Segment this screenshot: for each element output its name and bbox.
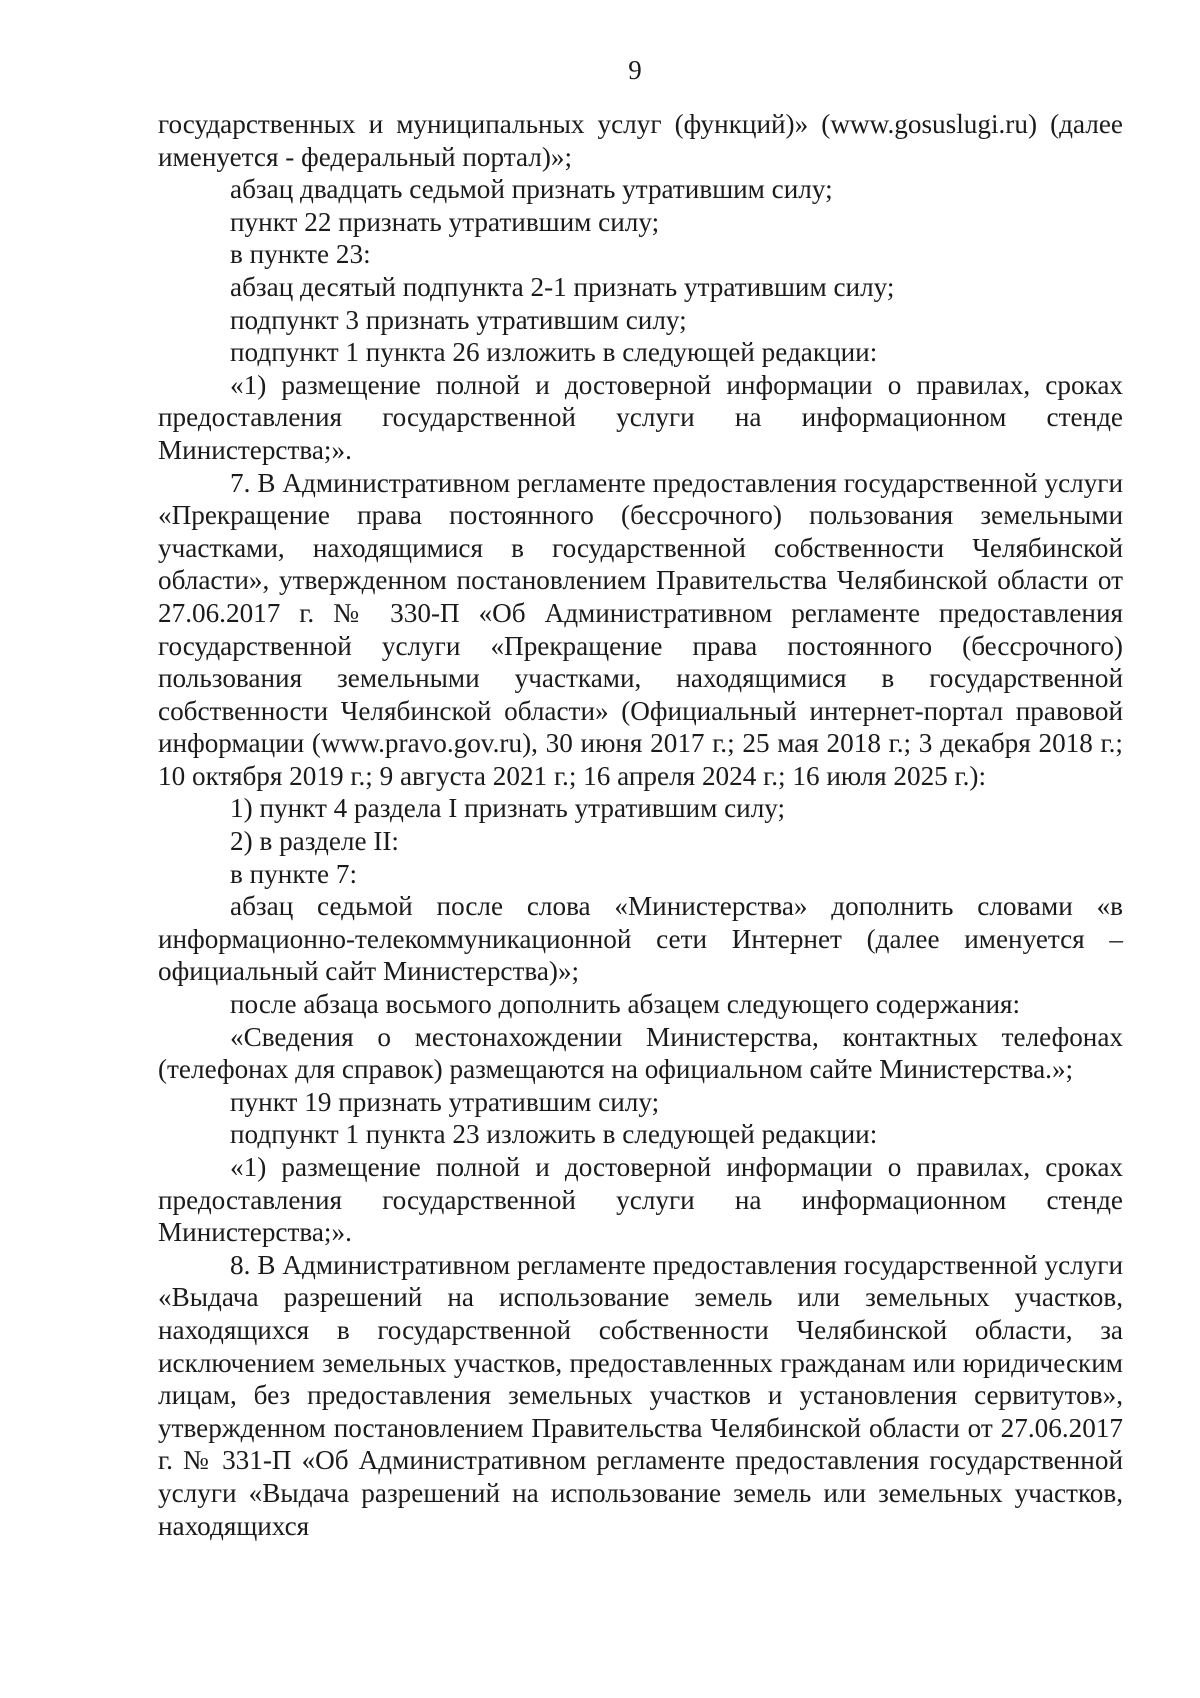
paragraph-quote: «1) размещение полной и достоверной информации о правилах, сроках предоставления государственной услуги на информационном стенде Министерства;».	[158, 369, 1123, 465]
paragraph-item: после абзаца восьмого дополнить абзацем следующего содержания:	[230, 989, 1021, 1020]
paragraph-item: пункт 22 признать утратившим силу;	[230, 206, 660, 237]
paragraph-item: подпункт 1 пункта 26 изложить в следующей редакции:	[230, 337, 878, 368]
document-body	[158, 108, 1123, 1542]
paragraph-item: абзац десятый подпункта 2-1 признать утратившим силу;	[230, 271, 895, 302]
paragraph-item: абзац седьмой после слова «Министерства» дополнить словами «в информационно-телекоммуникационной сети Интернет (далее именуется – официальный сайт Министерства)»;	[158, 891, 1123, 987]
paragraph-section-7: 7. В Административном регламенте предоставления государственной услуги «Прекращение права постоянного (бессрочного) пользования земельными участками, находящимися в государственной собственности Челябинской области», утвержденном постановлением Правительства Челябинской области от 27.06.2017 г. № 330-П «Об Административном регламенте предоставления государственной услуги «Прекращение права постоянного (бессрочного) пользования земельными участками, находящимися в государственной собственности Челябинской области» (Официальный интернет-портал правовой информации (www.pravo.gov.ru), 30 июня 2017 г.; 25 мая 2018 г.; 3 декабря 2018 г.; 10 октября 2019 г.; 9 августа 2021 г.; 16 апреля 2024 г.; 16 июля 2025 г.):	[158, 467, 1123, 791]
page-number: 9	[628, 55, 642, 85]
paragraph-portal-definition: государственных и муниципальных услуг (функций)» (www.gosuslugi.ru) (далее именуется - федеральный портал)»;	[158, 109, 1123, 172]
paragraph-item: абзац двадцать седьмой признать утратившим силу;	[230, 174, 833, 205]
paragraph-quote: «1) размещение полной и достоверной информации о правилах, сроках предоставления государственной услуги на информационном стенде Министерства;».	[158, 1152, 1123, 1248]
paragraph-item: пункт 19 признать утратившим силу;	[230, 1086, 660, 1117]
paragraph-section-8: 8. В Административном регламенте предоставления государственной услуги «Выдача разрешений на использование земель или земельных участков, находящихся в государственной собственности Челябинской области, за исключением земельных участков, предоставленных гражданам или юридическим лицам, без предоставления земельных участков и установления сервитутов», утвержденном постановлением Правительства Челябинской области от 27.06.2017 г. № 331-П «Об Административном регламенте предоставления государственной услуги «Выдача разрешений на использование земель или земельных участков, находящихся	[158, 1249, 1123, 1541]
paragraph-item: подпункт 3 признать утратившим силу;	[230, 304, 687, 335]
paragraph-item: в пункте 23:	[230, 239, 371, 270]
paragraph-item: 2) в разделе II:	[230, 826, 399, 857]
paragraph-quote: «Сведения о местонахождении Министерства, контактных телефонах (телефонах для справок) размещаются на официальном сайте Министерства.»;	[158, 1021, 1123, 1085]
paragraph-item: в пункте 7:	[230, 858, 358, 889]
paragraph-item: подпункт 1 пункта 23 изложить в следующей редакции:	[230, 1119, 878, 1150]
paragraph-item: 1) пункт 4 раздела I признать утратившим силу;	[230, 793, 786, 824]
